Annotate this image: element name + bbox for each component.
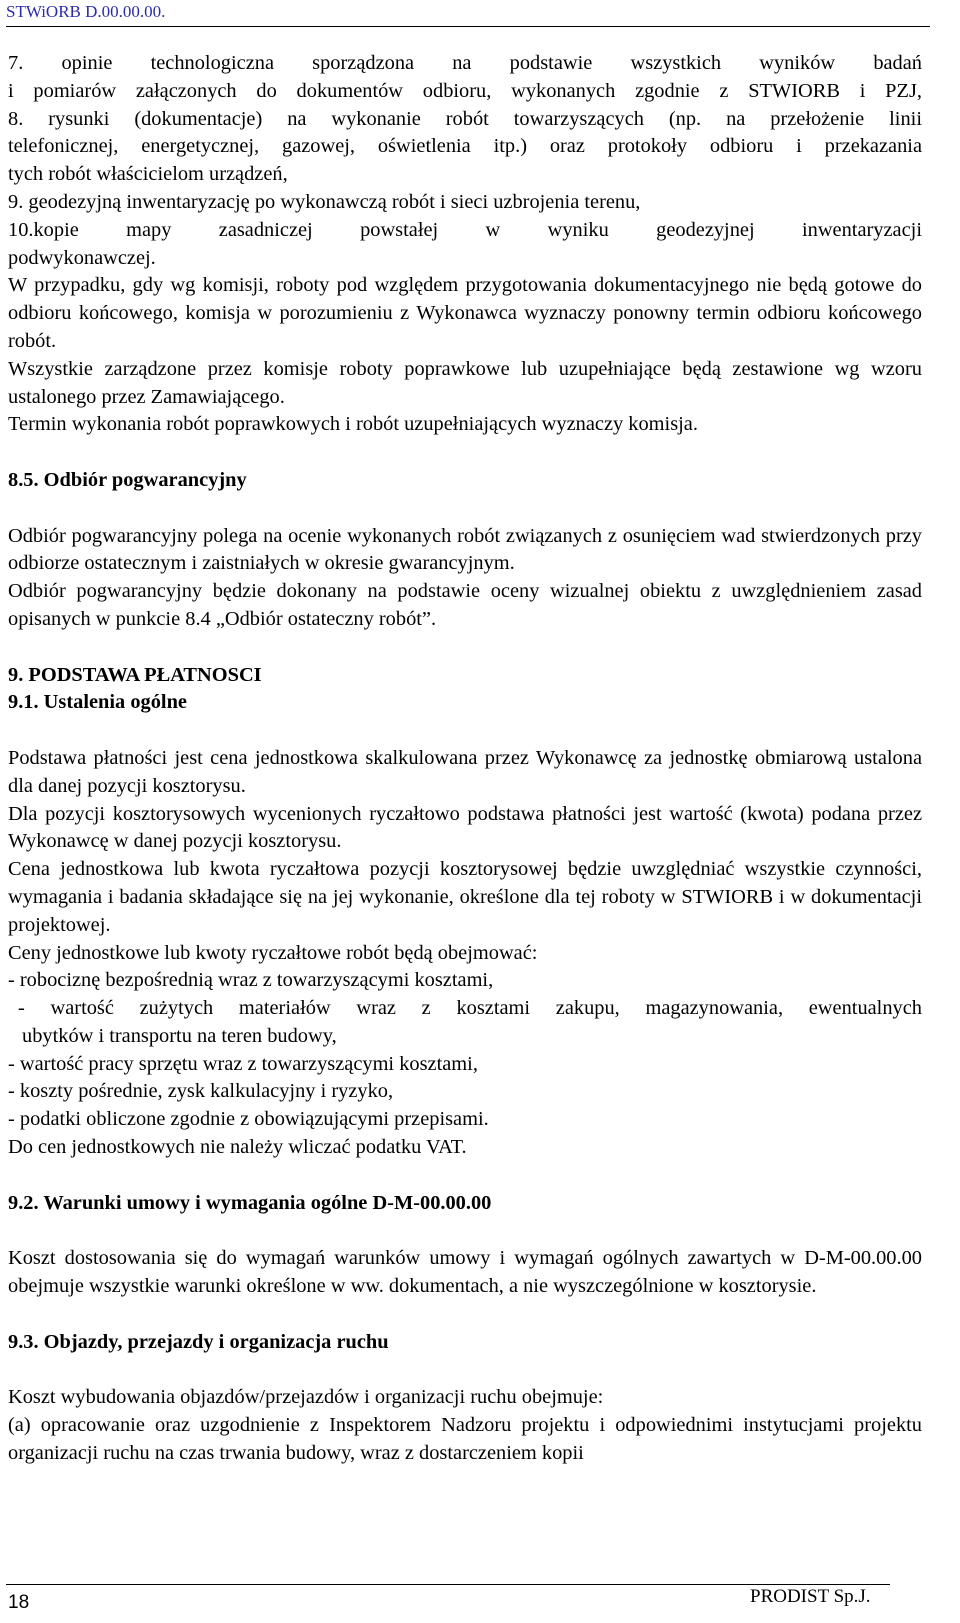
section-9-1-paragraph-4: Ceny jednostkowe lub kwoty ryczałtowe robót będą obejmować: [8, 941, 538, 964]
footer-divider [6, 1584, 890, 1585]
section-9-1-paragraph-1: Podstawa płatności jest cena jednostkowa skalkulowana przez Wykonawcę za jednostkę obmiarową ustalona dla danej pozycji kosztorysu. [8, 746, 922, 797]
section-9-1-paragraph-2: Dla pozycji kosztorysowych wycenionych ryczałtowo podstawa płatności jest wartość (kwota) podana przez Wykonawcę w danej pozycji kosztorysu. [8, 802, 922, 853]
bullet-taxes: - podatki obliczone zgodnie z obowiązującymi przepisami. [8, 1108, 489, 1131]
section-9-1-paragraph-3: Cena jednostkowa lub kwota ryczałtowa pozycji kosztorysowej będzie uwzględniać wszystkie czynności, wymagania i badania składające się na jej wykonanie, określone dla tej roboty w STWIORB i w dokumentacji projektowej. [8, 858, 922, 936]
section-9-3-paragraph-2: (a) opracowanie oraz uzgodnienie z Inspektorem Nadzoru projektu i odpowiednimi instytucjami projektu organizacji ruchu na czas trwania budowy, wraz z dostarczeniem kopii [8, 1414, 922, 1464]
list-item-8-line-2: telefonicznej, energetycznej, gazowej, oświetlenia itp.) oraz protokoły odbioru i przekazania [8, 135, 922, 158]
page-body [8, 50, 922, 1468]
list-item-8-line-1: 8. rysunki (dokumentacje) na wykonanie robót towarzyszących (np. na przełożenie linii [8, 107, 922, 130]
list-item-10-line-2: podwykonawczej. [8, 246, 156, 269]
bullet-materials-line-1: - wartość zużytych materiałów wraz z kosztami zakupu, magazynowania, ewentualnych [18, 997, 922, 1020]
section-9-3-heading: 9.3. Objazdy, przejazdy i organizacja ruchu [8, 1330, 389, 1353]
bullet-materials-line-2: ubytków i transportu na teren budowy, [22, 1024, 337, 1047]
header-code: STWiORB D.00.00.00. [6, 2, 166, 21]
paragraph-deadline: Termin wykonania robót poprawkowych i robót uzupełniających wyznaczy komisja. [8, 413, 698, 436]
list-item-9: 9. geodezyjną inwentaryzację po wykonawczą robót i sieci uzbrojenia terenu, [8, 190, 641, 213]
list-item-8-line-3: tych robót właścicielom urządzeń, [8, 163, 288, 186]
section-8-5-paragraph-1: Odbiór pogwarancyjny polega na ocenie wykonanych robót związanych z osunięciem wad stwierdzonych przy odbiorze ostatecznym i zaistniałych w okresie gwarancyjnym. [8, 524, 922, 575]
list-item-7-line-2: i pomiarów załączonych do dokumentów odbioru, wykonanych zgodnie z STWIORB i PZJ, [8, 79, 922, 102]
paragraph-corrections: Wszystkie zarządzone przez komisje roboty poprawkowe lub uzupełniające będą zestawione wg wzoru ustalonego przez Zamawiającego. [8, 357, 922, 408]
page-number: 18 [8, 1592, 30, 1613]
section-9-1-heading: 9.1. Ustalenia ogólne [8, 691, 187, 714]
section-9-2-paragraph-1: Koszt dostosowania się do wymagań warunków umowy i wymagań ogólnych zawartych w D-M-00.00.00 obejmuje wszystkie warunki określone w ww. dokumentach, a nie wyszczególnione w kosztorysie. [8, 1247, 922, 1298]
section-9-heading: 9. PODSTAWA PŁATNOSCI [8, 663, 262, 686]
section-8-5-paragraph-2: Odbiór pogwarancyjny będzie dokonany na podstawie oceny wizualnej obiektu z uwzględnieniem zasad opisanych w punkcie 8.4 „Odbiór ostateczny robót”. [8, 580, 922, 630]
bullet-labor: - robociznę bezpośrednią wraz z towarzyszącymi kosztami, [8, 969, 494, 992]
section-9-2-heading: 9.2. Warunki umowy i wymagania ogólne D-M-00.00.00 [8, 1191, 492, 1214]
section-9-1-paragraph-5: Do cen jednostkowych nie należy wliczać podatku VAT. [8, 1136, 467, 1159]
section-8-5-heading: 8.5. Odbiór pogwarancyjny [8, 468, 247, 491]
bullet-indirect-costs: - koszty pośrednie, zysk kalkulacyjny i ryzyko, [8, 1080, 394, 1103]
paragraph-commission: W przypadku, gdy wg komisji, roboty pod względem przygotowania dokumentacyjnego nie będą gotowe do odbioru końcowego, komisja w porozumieniu z Wykonawca wyznaczy ponowny termin odbioru końcowego robót. [8, 274, 922, 352]
footer-company: PRODIST Sp.J. [750, 1586, 871, 1607]
section-9-3-paragraph-1: Koszt wybudowania objazdów/przejazdów i organizacji ruchu obejmuje: [8, 1386, 604, 1409]
list-item-10-line-1: 10.kopie mapy zasadniczej powstałej w wyniku geodezyjnej inwentaryzacji [8, 218, 922, 241]
bullet-equipment: - wartość pracy sprzętu wraz z towarzyszącymi kosztami, [8, 1052, 478, 1075]
list-item-7-line-1: 7. opinie technologiczna sporządzona na podstawie wszystkich wyników badań [8, 52, 922, 74]
header-divider [6, 26, 930, 27]
